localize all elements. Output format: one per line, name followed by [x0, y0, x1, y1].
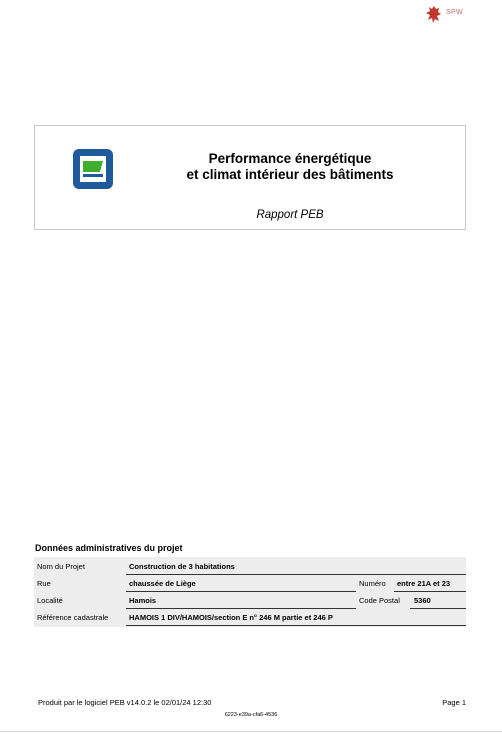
- title-line-1: Performance énergétique: [208, 151, 372, 166]
- street-label: Rue: [37, 579, 51, 588]
- project-name-row: [34, 558, 466, 575]
- admin-heading: Données administratives du projet: [35, 543, 183, 553]
- street-row: [34, 575, 466, 592]
- number-value: entre 21A et 23: [397, 579, 451, 588]
- report-title-box: [34, 125, 466, 230]
- underline: [126, 625, 466, 626]
- spw-logo: [424, 4, 468, 26]
- locality-row: [34, 592, 466, 609]
- locality-label: Localité: [37, 596, 63, 605]
- project-name-value: Construction de 3 habitations: [129, 562, 235, 571]
- locality-value: Hamois: [129, 596, 157, 605]
- footer-document-code: 6223-e39a-cfa6-4536: [224, 712, 278, 718]
- admin-section: [34, 543, 466, 627]
- page-edge: [0, 731, 502, 732]
- street-value: chaussée de Liège: [129, 579, 196, 588]
- brand-label: SPW: [446, 9, 463, 16]
- project-name-label: Nom du Projet: [37, 562, 85, 571]
- postal-label: Code Postal: [359, 596, 400, 605]
- report-subtitle: Rapport PEB: [256, 209, 324, 221]
- cadastral-row: [34, 609, 466, 626]
- title-line-2: et climat intérieur des bâtiments: [186, 167, 394, 182]
- cadastral-label: Référence cadastrale: [37, 613, 109, 622]
- rooster-icon: [424, 4, 444, 26]
- admin-table: [34, 557, 466, 627]
- footer-produced: Produit par le logiciel PEB v14.0.2 le 02/01/24 12:30: [38, 698, 212, 707]
- cadastral-value: HAMOIS 1 DIV/HAMOIS/section E n° 246 M partie et 246 P: [129, 613, 333, 622]
- footer-page-number: Page 1: [442, 698, 466, 707]
- report-title: [115, 151, 465, 183]
- peb-logo-icon: [73, 149, 113, 189]
- number-label: Numéro: [359, 579, 386, 588]
- postal-value: 5360: [414, 596, 431, 605]
